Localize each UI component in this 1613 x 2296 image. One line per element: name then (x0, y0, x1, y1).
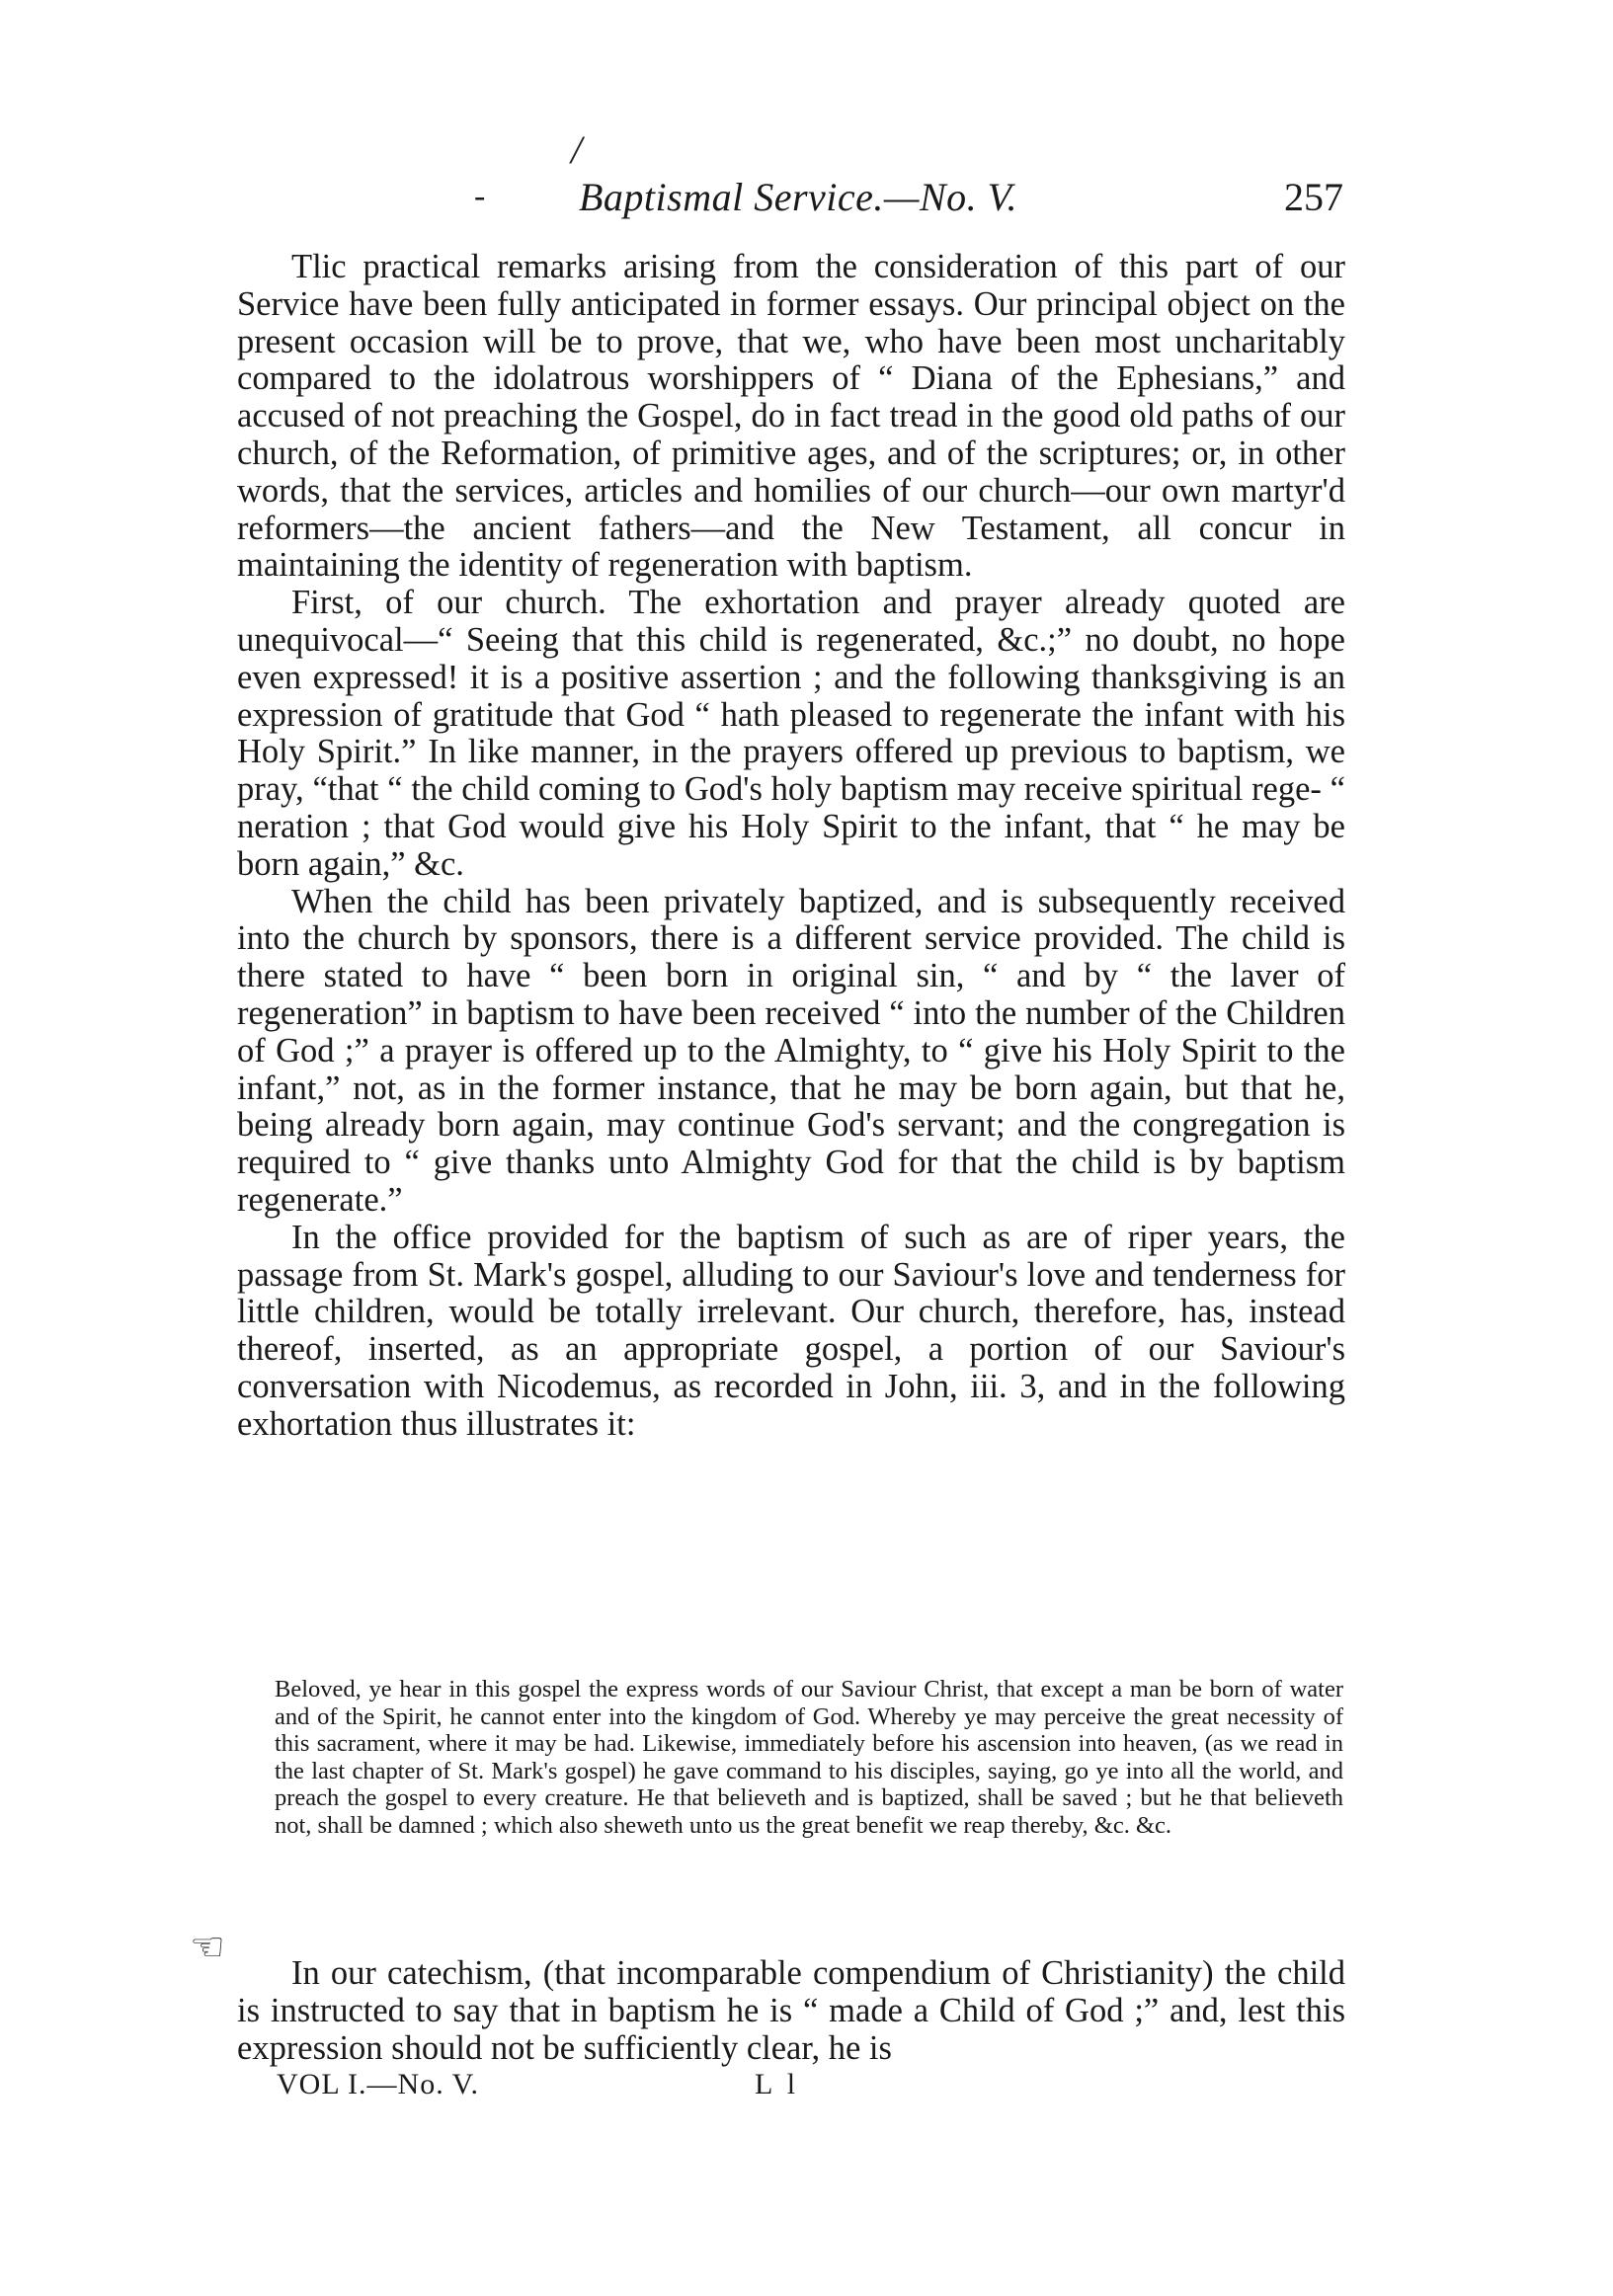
main-text (237, 249, 1345, 1444)
volume-mark: VOL I.—No. V. (277, 2068, 479, 2100)
closing-paragraph: In our catechism, (that incomparable compendium of Christianity) the child is instructed to say that in baptism he is “ made a Child of God ;” and, lest this expression should not be sufficiently clear, he is (237, 1954, 1345, 2067)
paragraph-1: Tlic practical remarks arising from the consideration of this part of our Service have been fully anticipated in former essays. Our principal object on the present occasion will be to prove, that we, who have been most uncharitably compared to the idolatrous worshippers of “ Diana of the Ephesians,” and accused of not preaching the Gospel, do in fact tread in the good old paths of our church, of the Reformation, of primitive ages, and of the scriptures; or, in other words, that the services, articles and homilies of our church—our own martyr'd reformers—the ancient fathers—and the New Testament, all concur in maintaining the identity of regeneration with baptism. (237, 248, 1345, 585)
closing-text (237, 1955, 1345, 2067)
quotation-text: Beloved, ye hear in this gospel the express words of our Saviour Christ, that except a man be born of water and of the Spirit, he cannot enter into the kingdom of God. Whereby ye may perceive the great necessity of this sacrament, where it may be had. Likewise, immediately before his ascension into heaven, (as we read in the last chapter of St. Mark's gospel) he gave command to his disciples, saying, go ye into all the world, and preach the gospel to every creature. He that believeth and is baptized, shall be saved ; but he that believeth not, shall be damned ; which also sheweth unto us the great benefit we reap thereby, &c. &c. (275, 1676, 1343, 1839)
paragraph-3: When the child has been privately baptized, and is subsequently received into the church by sponsors, there is a different service provided. The child is there stated to have “ been born in original sin, “ and by “ the laver of regeneration” in baptism to have been received “ into the number of the Children of God ;” a prayer is offered up to the Almighty, to “ give his Holy Spirit to the infant,” not, as in the former instance, that he may be born again, but that he, being already born again, may continue God's servant; and the congregation is required to “ give thanks unto Almighty God for that the child is by baptism regenerate.” (237, 882, 1345, 1219)
page-number: 257 (1284, 175, 1343, 219)
paragraph-4: In the office provided for the baptism of such as are of riper years, the passage from St. Mark's gospel, alluding to our Saviour's love and tenderness for little children, would be totally irrelevant. Our church, therefore, has, instead thereof, inserted, as an appropriate gospel, a portion of our Saviour's conversation with Nicodemus, as recorded in John, iii. 3, and in the following exhortation thus illustrates it: (237, 1218, 1345, 1443)
stray-ink-mark: / (571, 127, 583, 172)
pointing-hand-icon: ☜ (190, 1925, 225, 1969)
paragraph-2: First, of our church. The exhortation and prayer already quoted are unequivocal—“ Seeing that this child is regenerated, &c.;” no doubt, no hope even expressed! it is a positive assertion ; and the following thanksgiving is an expression of gratitude that God “ hath pleased to regenerate the infant with his Holy Spirit.” In like manner, in the prayers offered up previous to baptism, we pray, “that “ the child coming to God's holy baptism may receive spiritual rege- “ neration ; that God would give his Holy Spirit to the infant, that “ he may be born again,” &c. (237, 584, 1345, 883)
running-head (267, 174, 1343, 233)
signature-line (277, 2068, 869, 2107)
running-head-dash: - (474, 178, 486, 214)
block-quotation (275, 1676, 1343, 1840)
running-head-title: Baptismal Service.—No. V. (579, 175, 1017, 219)
signature-mark: L l (755, 2068, 800, 2100)
